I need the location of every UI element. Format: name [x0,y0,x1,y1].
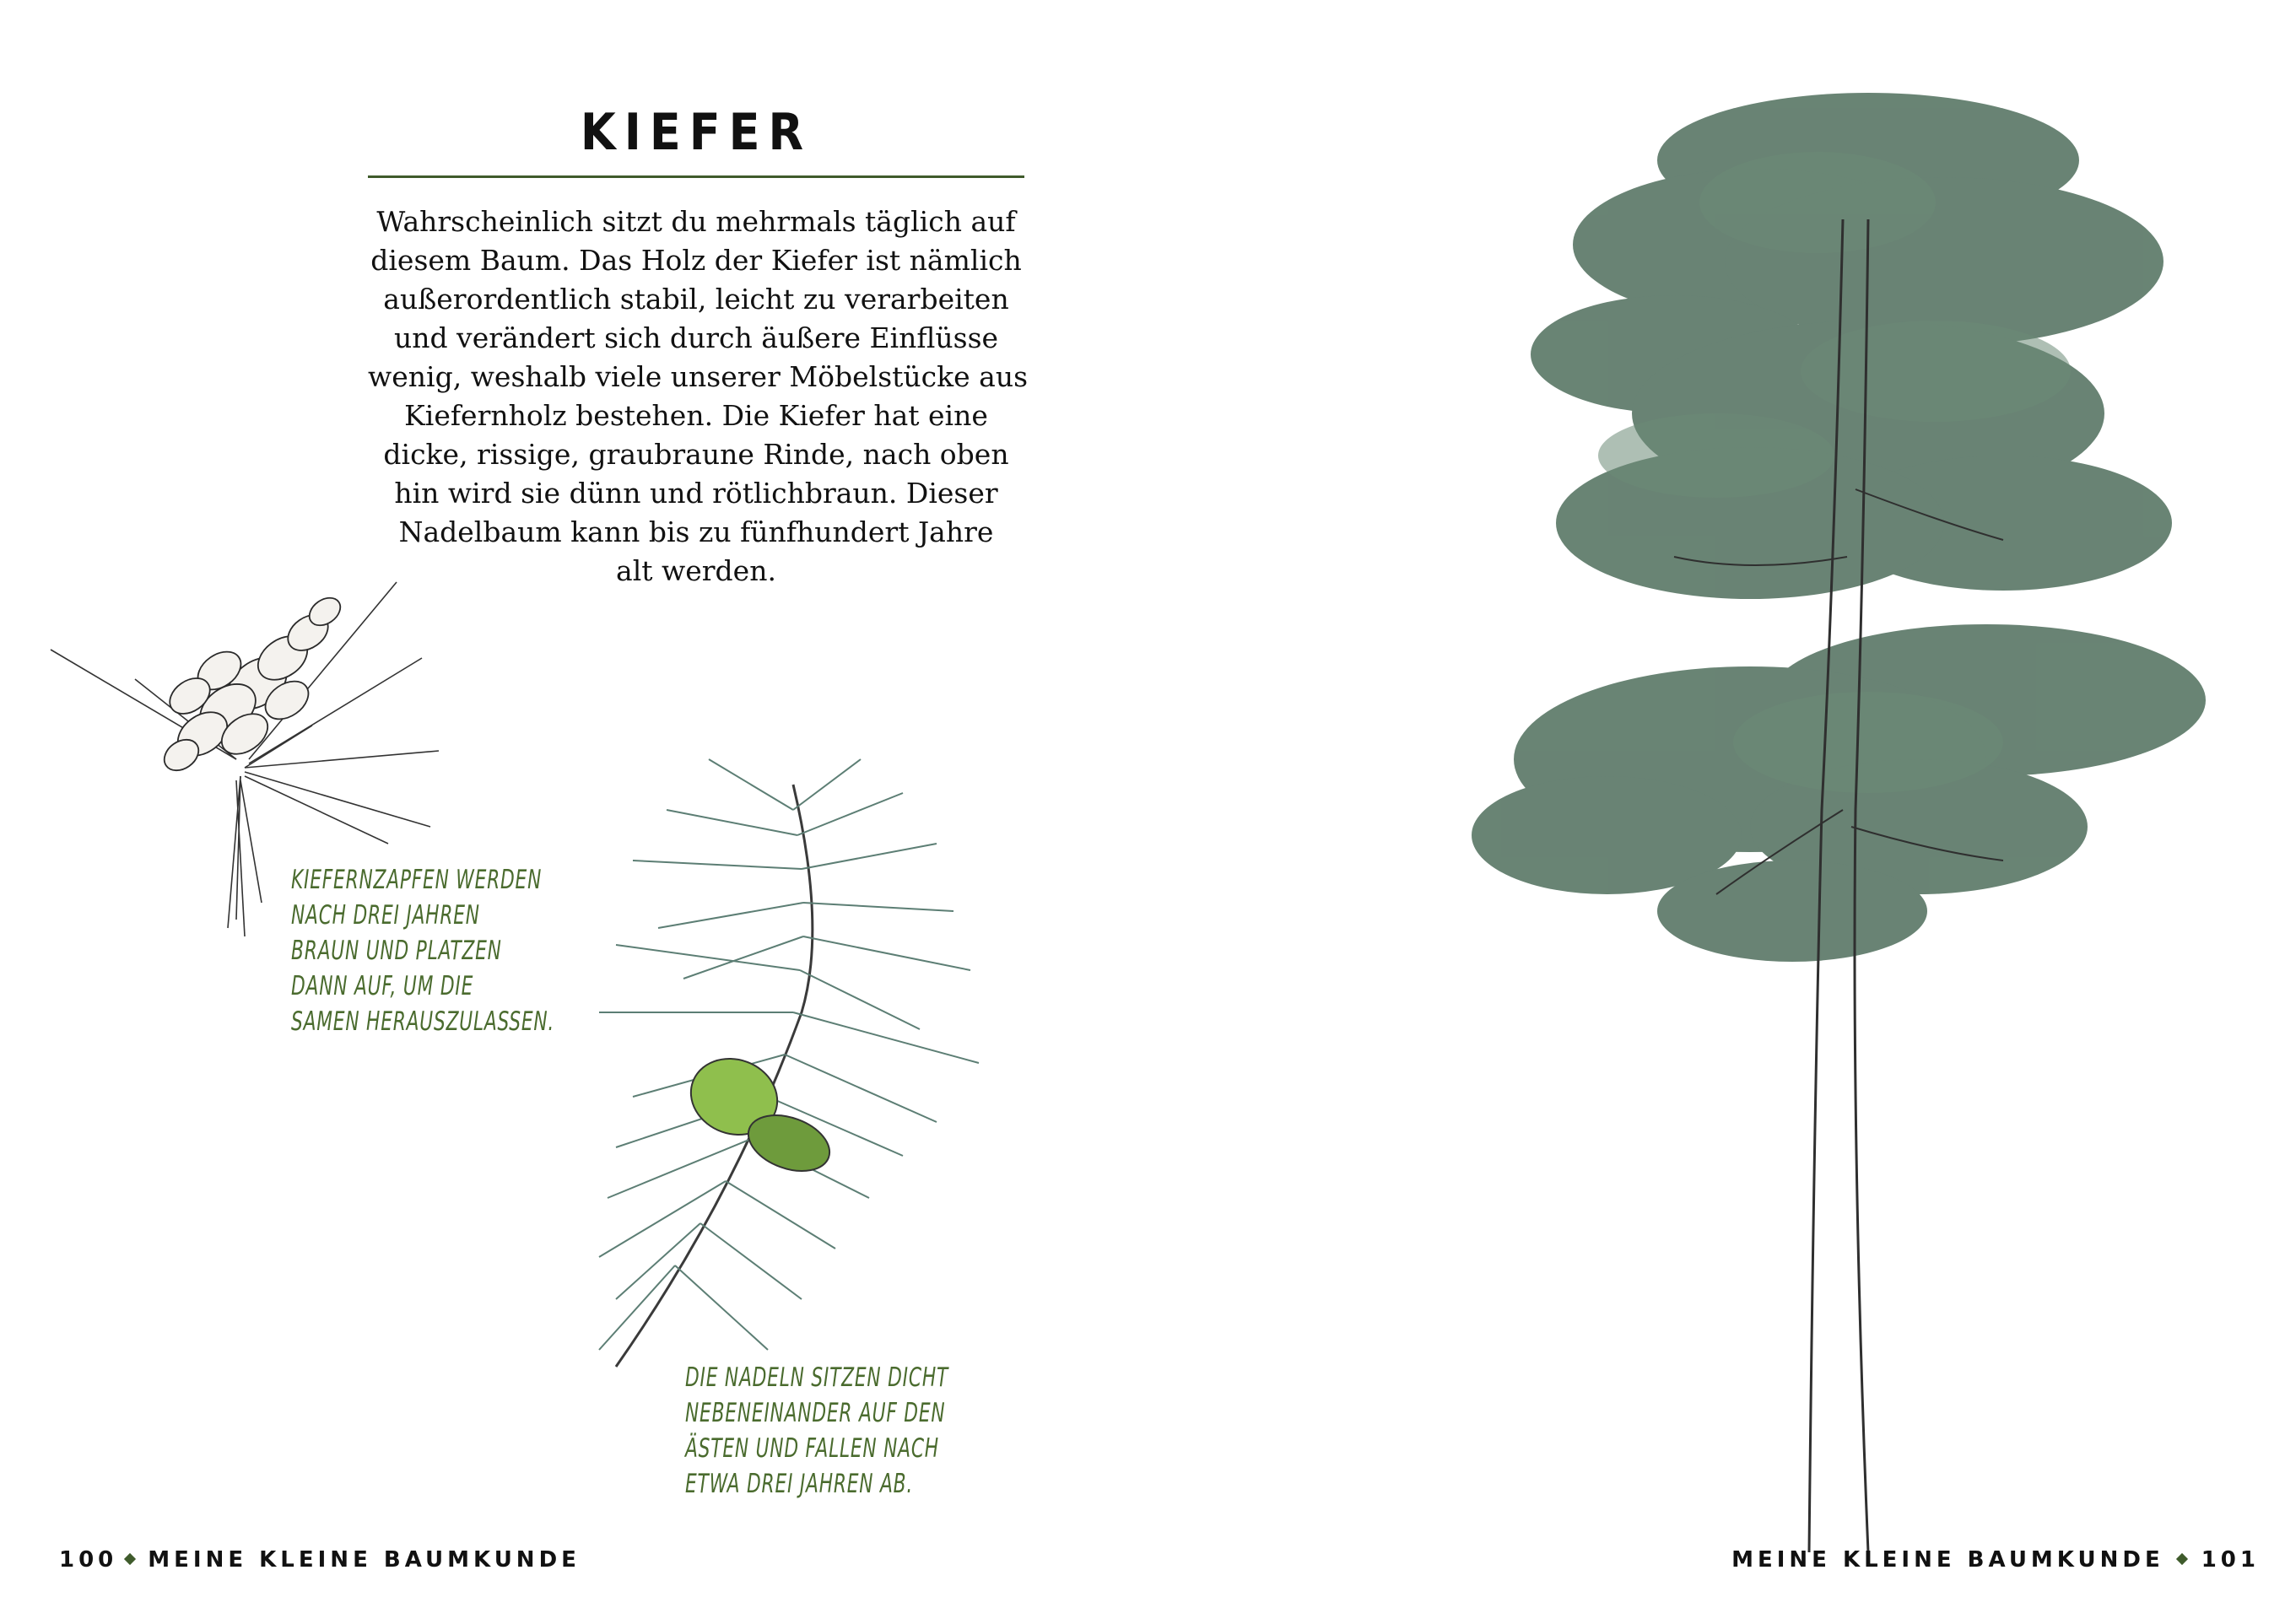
pine-branch-illustration [582,759,1021,1400]
body-line: Nadelbaum kann bis zu fünfhundert Jahre [398,515,994,548]
title-divider [368,175,1024,178]
diamond-icon [124,1552,136,1564]
body-line: und verändert sich durch äußere Einflüsse [393,321,999,354]
body-line: wenig, weshalb viele unserer Möbelstücke aus [368,360,1029,393]
caption-pine-needles [685,1360,948,1502]
page-number: 101 [2201,1547,2260,1573]
caption-line: SAMEN HERAUSZULASSEN. [291,1006,555,1037]
caption-line: NACH DREI JAHREN [291,900,480,931]
caption-line: KIEFERNZAPFEN WERDEN [291,865,543,895]
footer-right [1731,1547,2260,1573]
body-line: Wahrscheinlich sitzt du mehrmals täglich auf [376,205,1016,238]
book-title: MEINE KLEINE BAUMKUNDE [148,1547,581,1573]
caption-line: DANN AUF, UM DIE [291,971,474,1001]
body-text [368,202,1029,591]
pine-tree-illustration [1396,51,2239,1569]
book-title: MEINE KLEINE BAUMKUNDE [1731,1547,2164,1573]
right-page [1142,0,2285,1624]
body-line: dicke, rissige, graubraune Rinde, nach oben [383,438,1009,471]
diamond-icon [2176,1552,2188,1564]
left-page [0,0,1142,1624]
page-title: KIEFER [580,103,813,162]
caption-line: ÄSTEN UND FALLEN NACH [685,1433,939,1464]
body-line: außerordentlich stabil, leicht zu verarbeiten [383,283,1009,316]
footer-left [59,1547,581,1573]
body-line: Kiefernholz bestehen. Die Kiefer hat eine [404,399,988,432]
caption-line: ETWA DREI JAHREN AB. [685,1469,914,1499]
caption-line: BRAUN UND PLATZEN [291,936,502,966]
page-number: 100 [59,1547,118,1573]
caption-line: NEBENEINANDER AUF DEN [685,1398,946,1428]
caption-pine-cone [291,862,554,1039]
body-line: hin wird sie dünn und rötlichbraun. Dieser [394,477,998,510]
body-line: alt werden. [616,554,776,587]
caption-line: DIE NADELN SITZEN DICHT [685,1362,949,1393]
body-line: diesem Baum. Das Holz der Kiefer ist nämlich [370,244,1022,277]
